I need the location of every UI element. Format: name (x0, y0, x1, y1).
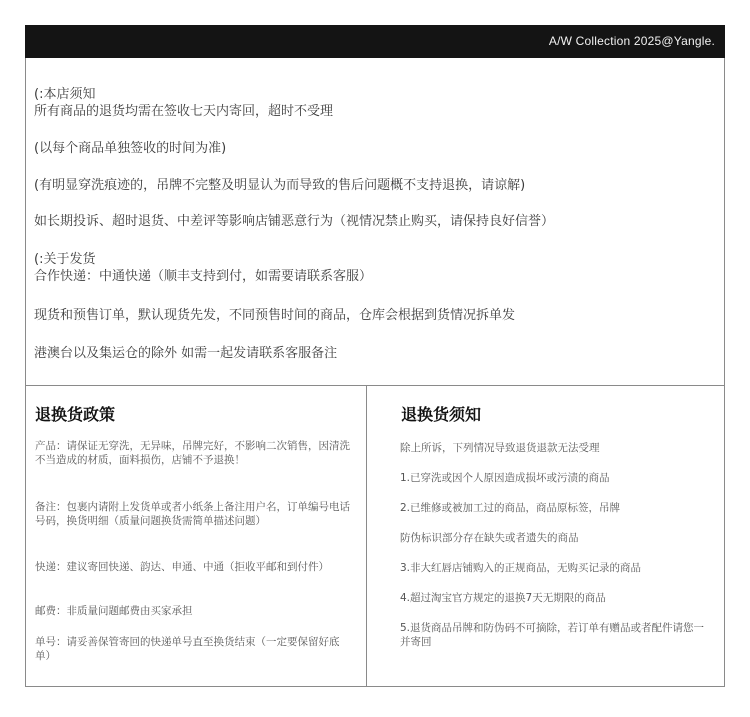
return-rules-title: 退换货须知 (401, 405, 482, 424)
notice-line: (有明显穿洗痕迹的，吊牌不完整及明显认为而导致的售后问题概不支持退换，请谅解) (34, 178, 526, 193)
rules-item: 4.超过淘宝官方规定的退换7天无期限的商品 (400, 592, 606, 604)
store-notice (25, 58, 725, 386)
notice-line: 港澳台以及集运仓的除外 如需一起发请联系客服备注 (34, 346, 338, 361)
notice-line: 所有商品的退货均需在签收七天内寄回，超时不受理 (34, 104, 334, 119)
rules-item: 1.已穿洗或因个人原因造成损坏或污渍的商品 (400, 472, 610, 484)
policy-item: 备注：包裹内请附上发货单或者小纸条上备注用户名，订单编号电话号码，换货明细（质量问题换货需简单描述问题） (35, 501, 350, 527)
notice-line: 如长期投诉、超时退货、中差评等影响店铺恶意行为（视情况禁止购买，请保持良好信誉） (34, 214, 555, 229)
notice-heading-store: (:本店须知 (34, 87, 96, 102)
header-bar (25, 25, 725, 58)
return-policy-title: 退换货政策 (35, 405, 116, 424)
notice-line: 合作快递：中通快递（顺丰支持到付，如需要请联系客服） (34, 269, 373, 284)
rules-item: 3.非大红唇店铺购入的正规商品，无购买记录的商品 (400, 562, 642, 574)
notice-line: (以每个商品单独签收的时间为准) (34, 141, 227, 156)
rules-item: 除上所诉，下列情况导致退货退款无法受理 (400, 442, 600, 454)
return-policy-column (26, 385, 367, 686)
rules-item: 防伪标识部分存在缺失或者遗失的商品 (400, 532, 579, 544)
return-rules-column (367, 385, 724, 686)
collection-title: A/W Collection 2025@Yangle. (548, 34, 715, 48)
policy-item: 单号：请妥善保管寄回的快递单号直至换货结束（一定要保留好底单） (35, 636, 340, 662)
policy-item: 邮费：非质量问题邮费由买家承担 (35, 605, 193, 617)
rules-item: 5.退货商品吊牌和防伪码不可摘除，若订单有赠品或者配件请您一并寄回 (400, 622, 705, 648)
notice-heading-shipping: (:关于发货 (34, 252, 96, 267)
return-info-section (25, 385, 725, 687)
notice-line: 现货和预售订单，默认现货先发，不同预售时间的商品，仓库会根据到货情况拆单发 (34, 308, 516, 323)
policy-item: 产品：请保证无穿洗，无异味，吊牌完好，不影响二次销售，因清洗不当造成的材质，面料损伤，店铺不予退换！ (35, 440, 350, 466)
policy-item: 快递：建议寄回快递、韵达、申通、中通（拒收平邮和到付件） (35, 561, 329, 573)
rules-item: 2.已维修或被加工过的商品，商品原标签，吊牌 (400, 502, 621, 514)
